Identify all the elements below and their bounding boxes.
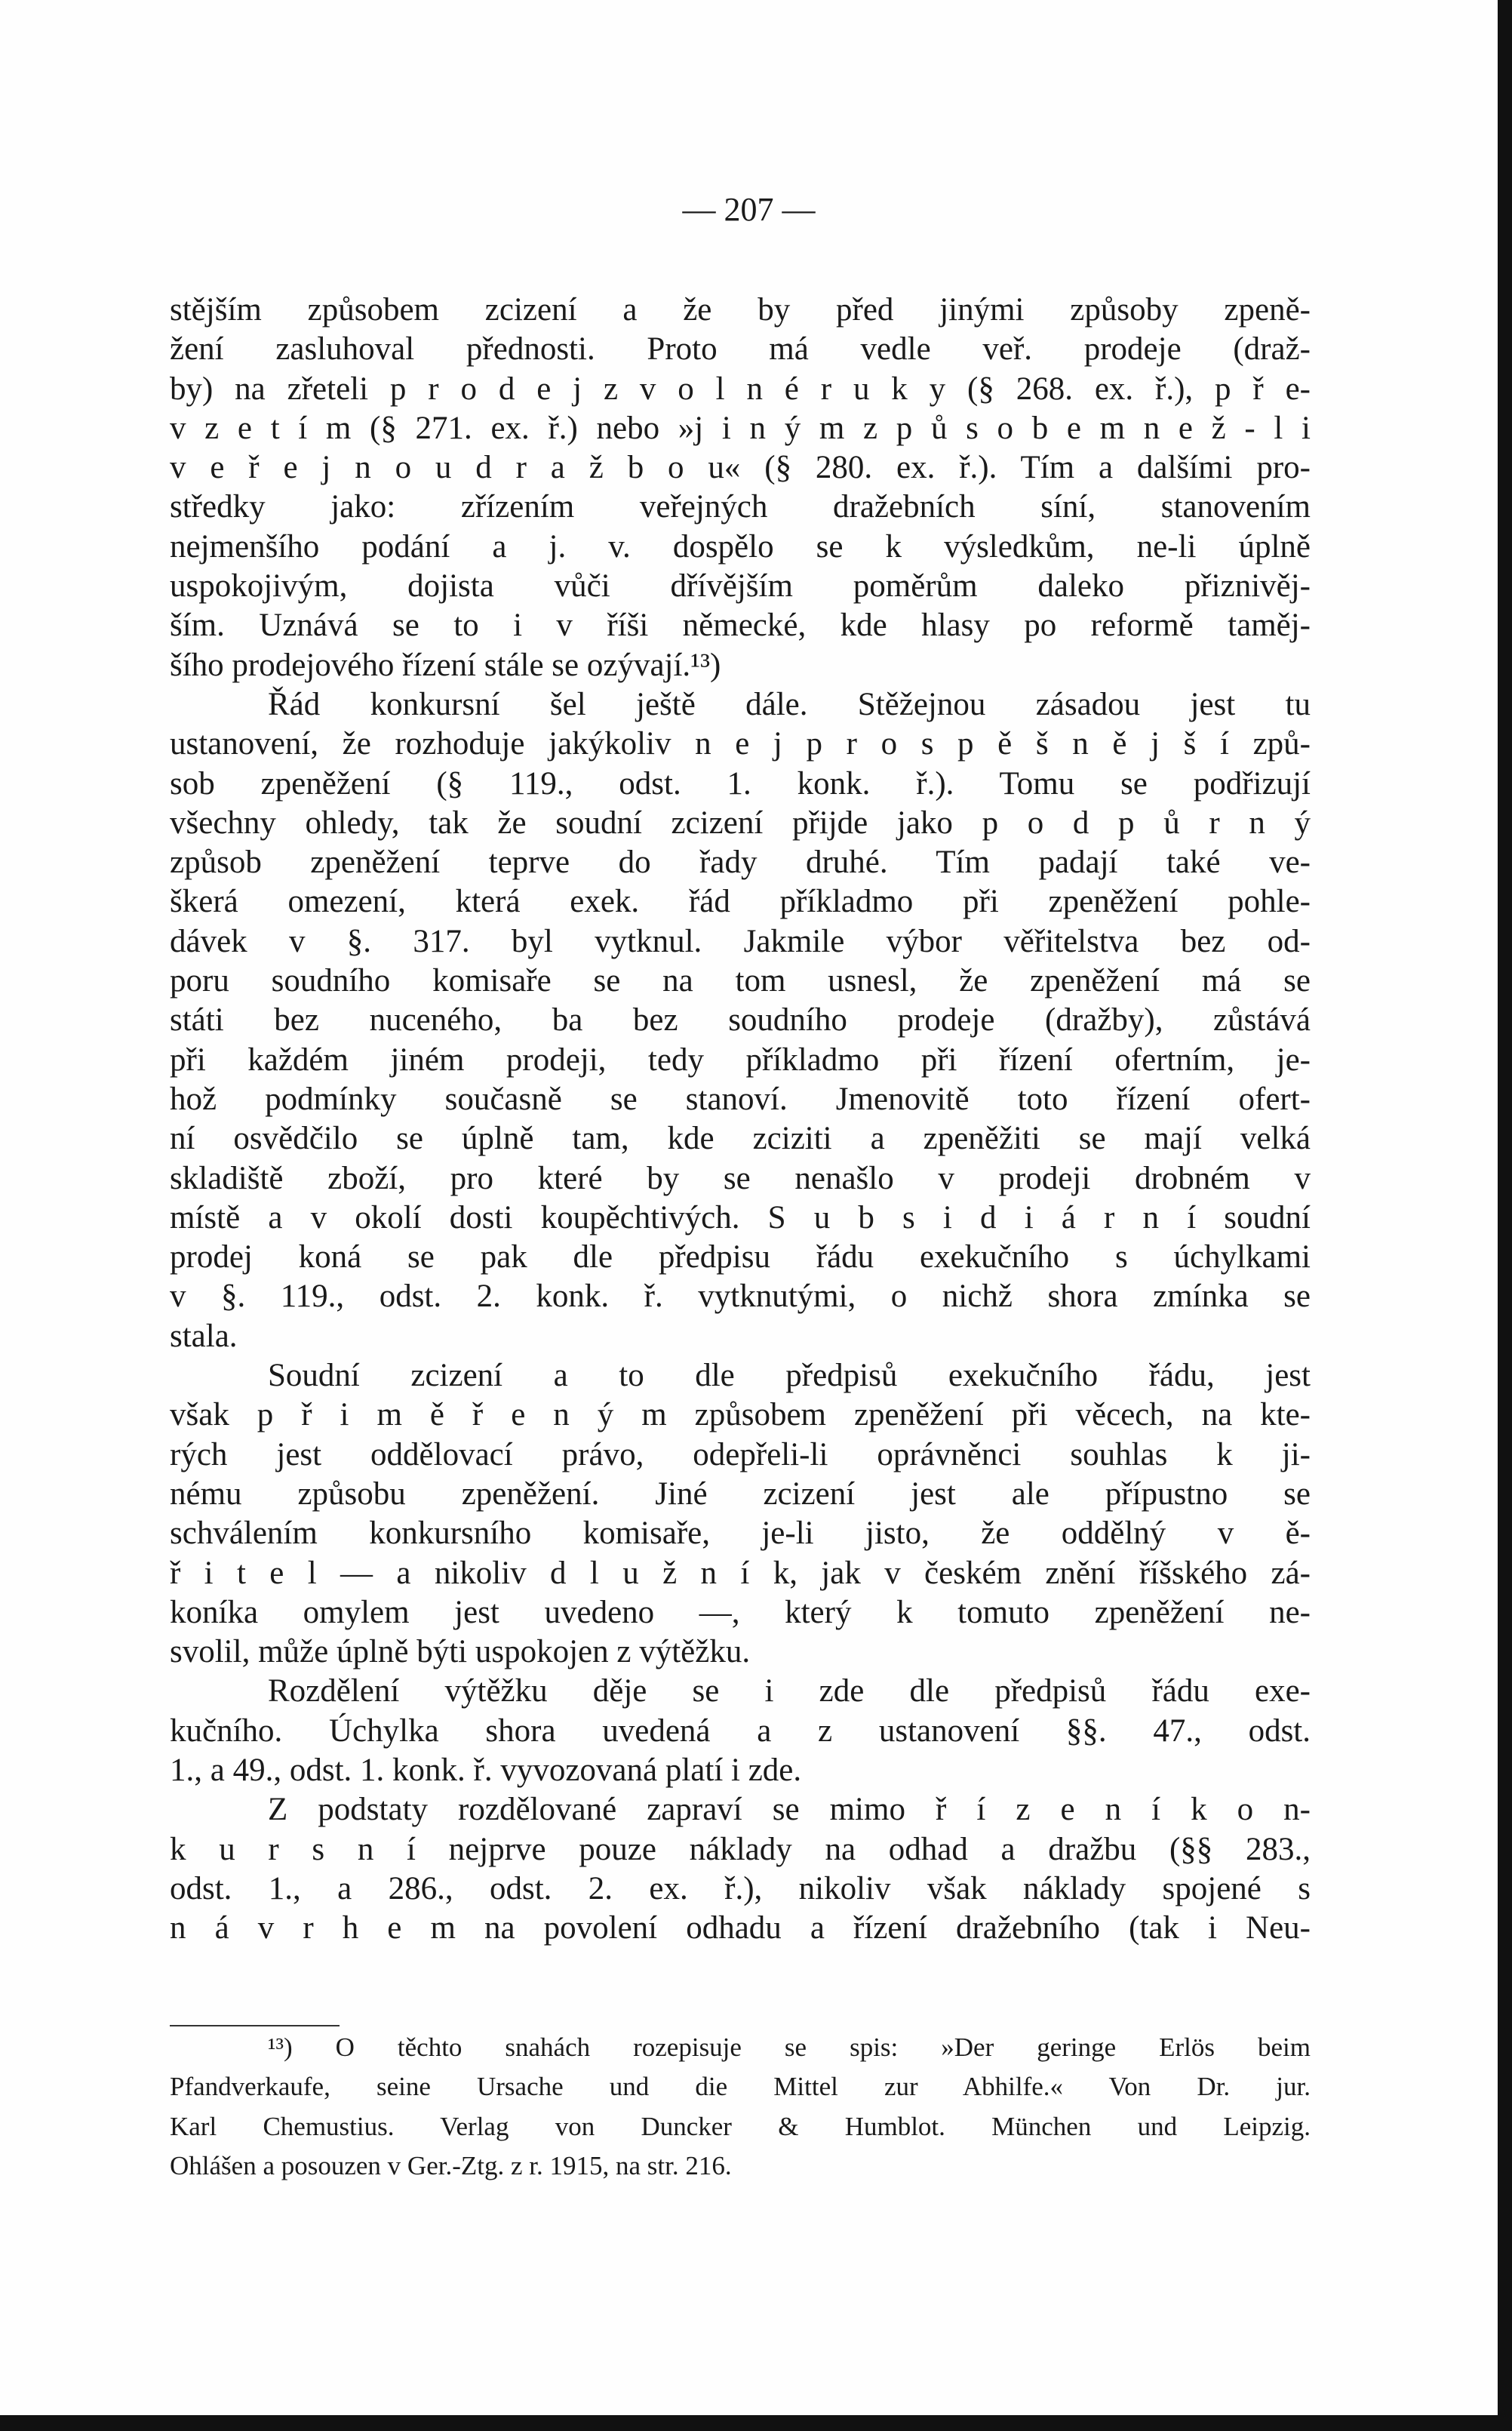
text-line: schválením konkursního komisaře, je-li jisto, že oddělný v ě- <box>170 1516 1311 1552</box>
text-line: státi bez nuceného, ba bez soudního prodeje (dražby), zůstává <box>170 1002 1311 1039</box>
text-line: v §. 119., odst. 2. konk. ř. vytknutými, o nichž shora zmínka se <box>170 1279 1311 1315</box>
text-line: Řád konkursní šel ještě dále. Stěžejnou zásadou jest tu <box>268 686 1311 722</box>
text-line: ustanovení, že rozhoduje jakýkoliv n e j p r o s p ě š n ě j š í způ- <box>170 726 1311 762</box>
text-line: Rozdělení výtěžku děje se i zde dle předpisů řádu exe- <box>268 1673 1311 1709</box>
footnote-line: Karl Chemustius. Verlag von Duncker & Humblot. München und Leipzig. <box>170 2111 1311 2141</box>
footnotes <box>170 2030 1311 2188</box>
text-line: škerá omezení, která exek. řád příkladmo při zpeněžení pohle- <box>170 884 1311 920</box>
text-line: odst. 1., a 286., odst. 2. ex. ř.), nikoliv však náklady spojené s <box>170 1870 1311 1906</box>
text-line: rých jest oddělovací právo, odepřeli-li oprávněnci souhlas k ji- <box>170 1436 1311 1472</box>
text-line: prodej koná se pak dle předpisu řádu exekučního s úchylkami <box>170 1239 1311 1276</box>
text-line: dávek v §. 317. byl vytknul. Jakmile výbor věřitelstva bez od- <box>170 923 1311 959</box>
text-line: nejmenšího podání a j. v. dospělo se k výsledkům, ne-li úplně <box>170 528 1311 565</box>
text-line: ní osvědčilo se úplně tam, kde zciziti a zpeněžiti se mají velká <box>170 1121 1311 1157</box>
text-line: ř i t e l — a nikoliv d l u ž n í k, jak v českém znění říšského zá- <box>170 1555 1311 1591</box>
text-line: kučního. Úchylka shora uvedená a z ustanovení §§. 47., odst. <box>170 1712 1311 1749</box>
text-line: n á v r h e m na povolení odhadu a řízení dražebního (tak i Neu- <box>170 1910 1311 1946</box>
body-text <box>170 291 1311 1948</box>
text-line: při každém jiném prodeji, tedy příkladmo při řízení ofertním, je- <box>170 1042 1311 1078</box>
footnote-line: Pfandverkaufe, seine Ursache und die Mittel zur Abhilfe.« Von Dr. jur. <box>170 2072 1311 2102</box>
text-line: stějším způsobem zcizení a že by před jinými způsoby zpeně- <box>170 292 1311 328</box>
text-line: šího prodejového řízení stále se ozývají.¹³) <box>170 647 721 683</box>
text-line: sob zpeněžení (§ 119., odst. 1. konk. ř.). Tomu se podřizují <box>170 765 1311 802</box>
footnote-line: Ohlášen a posouzen v Ger.-Ztg. z r. 1915, na str. 216. <box>170 2150 732 2180</box>
text-line: by) na zřeteli p r o d e j z v o l n é r u k y (§ 268. ex. ř.), p ř e- <box>170 371 1311 407</box>
text-line: uspokojivým, dojista vůči dřívějším poměrům daleko přiznivěj- <box>170 568 1311 605</box>
text-line: všechny ohledy, tak že soudní zcizení přijde jako p o d p ů r n ý <box>170 805 1311 841</box>
text-line: poru soudního komisaře se na tom usnesl, že zpeněžení má se <box>170 963 1311 999</box>
text-line: ším. Uznává se to i v říši německé, kde hlasy po reformě taměj- <box>170 608 1311 644</box>
text-line: žení zasluhoval přednosti. Proto má vedle veř. prodeje (draž- <box>170 331 1311 368</box>
text-line: místě a v okolí dosti koupěchtivých. S u b s i d i á r n í soudní <box>170 1199 1311 1236</box>
text-line: k u r s n í nejprve pouze náklady na odhad a dražbu (§§ 283., <box>170 1831 1311 1867</box>
text-line: 1., a 49., odst. 1. konk. ř. vyvozovaná platí i zde. <box>170 1752 802 1788</box>
page-number: — 207 — <box>682 191 816 228</box>
text-line: Z podstaty rozdělované zapraví se mimo ř í z e n í k o n- <box>268 1792 1311 1828</box>
footnote-line: ¹³) O těchto snahách rozepisuje se spis: »Der geringe Erlös beim <box>268 2033 1311 2062</box>
footnote-separator <box>170 2025 340 2026</box>
text-line: koníka omylem jest uvedeno —, který k tomuto zpeněžení ne- <box>170 1594 1311 1630</box>
text-line: stala. <box>170 1318 238 1354</box>
text-line: svolil, může úplně býti uspokojen z výtěžku. <box>170 1634 751 1670</box>
text-line: v z e t í m (§ 271. ex. ř.) nebo »j i n ý m z p ů s o b e m n e ž - l i <box>170 410 1311 446</box>
text-line: Soudní zcizení a to dle předpisů exekučního řádu, jest <box>268 1358 1311 1394</box>
text-line: středky jako: zřízením veřejných dražebních síní, stanovením <box>170 489 1311 525</box>
text-line: nému způsobu zpeněžení. Jiné zcizení jest ale přípustno se <box>170 1476 1311 1512</box>
text-line: způsob zpeněžení teprve do řady druhé. Tím padají také ve- <box>170 845 1311 881</box>
text-line: hož podmínky současně se stanoví. Jmenovitě toto řízení ofert- <box>170 1081 1311 1117</box>
text-line: v e ř e j n o u d r a ž b o u« (§ 280. ex. ř.). Tím a dalšími pro- <box>170 450 1311 486</box>
text-line: skladiště zboží, pro které by se nenašlo v prodeji drobném v <box>170 1160 1311 1196</box>
text-line: však p ř i m ě ř e n ý m způsobem zpeněžení při věcech, na kte- <box>170 1397 1311 1433</box>
